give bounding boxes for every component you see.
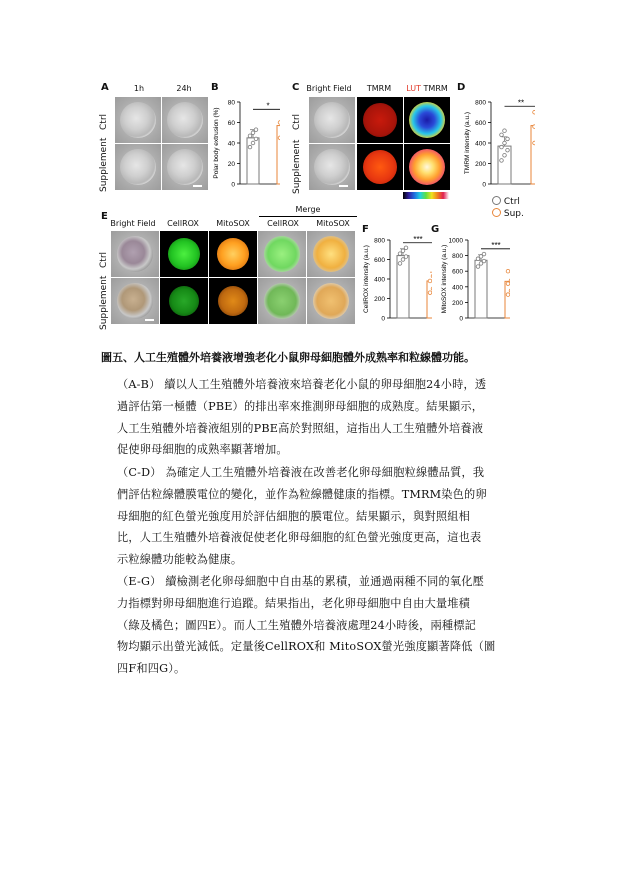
data-point: [503, 154, 507, 158]
paragraph-cd: [117, 462, 487, 571]
data-point: [251, 131, 255, 135]
data-point: [509, 289, 510, 293]
data-point: [503, 141, 507, 145]
data-point: [254, 137, 258, 141]
paragraph-line: 促使卵母細胞的成熟率顯著增加。: [117, 443, 288, 457]
y-tick-label: 400: [475, 140, 486, 148]
paragraph-eg: [117, 571, 495, 680]
merge-bracket: [259, 216, 357, 217]
panel-c-sup-lut-image: [403, 143, 451, 191]
panel-c-col-tmrm: TMRM: [366, 84, 392, 93]
y-tick-label: 600: [452, 268, 463, 276]
panel-e-sup-bf-image: [110, 277, 160, 325]
legend-ctrl: [492, 196, 520, 207]
panel-a-ctrl-1h-image: [114, 96, 162, 144]
y-tick-label: 600: [475, 120, 486, 127]
panel-label-d: D: [457, 82, 466, 93]
y-tick-label: 0: [231, 181, 235, 189]
data-point: [533, 125, 535, 129]
y-tick-label: 1000: [448, 237, 463, 245]
data-point: [251, 141, 255, 145]
panel-a-col-24h: 24h: [176, 84, 192, 93]
panel-c-sup-bf-image: [308, 143, 356, 191]
significance-label: **: [517, 98, 525, 108]
data-point: [509, 279, 510, 283]
bar-sup: [505, 281, 510, 318]
panel-e-ctrl-mitosox-image: [208, 230, 258, 278]
data-point: [506, 293, 510, 297]
panel-e-row-ctrl: Ctrl: [99, 251, 109, 268]
data-point: [506, 269, 510, 273]
panel-e-sup-cellrox-image: [159, 277, 209, 325]
y-tick-label: 60: [227, 120, 235, 127]
data-point: [482, 259, 486, 263]
panel-e-ctrl-bf-image: [110, 230, 160, 278]
panel-a-sup-24h-image: [161, 143, 209, 191]
paragraph-line: （C-D） 為確定人工生殖體外培養液在改善老化卵母細胞粒線體品質，我: [117, 466, 485, 479]
y-tick-label: 200: [475, 161, 486, 168]
y-tick-label: 600: [374, 257, 385, 264]
y-axis-label: CellROX intensity (a.u.): [363, 245, 370, 313]
panel-e-ctrl-merge-mitosox-image: [306, 230, 356, 278]
lut-colorbar: [403, 192, 449, 199]
panel-c-col-brightfield: Bright Field: [306, 84, 352, 93]
panel-e-row-supplement: Supplement: [99, 275, 109, 330]
y-tick-label: 800: [374, 237, 385, 245]
data-point: [398, 252, 402, 256]
y-tick-label: 40: [227, 140, 235, 148]
legend-sup-marker: [492, 208, 501, 217]
significance-label: ***: [413, 234, 423, 244]
y-tick-label: 800: [475, 99, 486, 107]
y-tick-label: 200: [452, 299, 463, 307]
paragraph-line: 四F和四G）。: [117, 662, 186, 676]
y-tick-label: 0: [459, 315, 463, 323]
panel-c-row-ctrl: Ctrl: [292, 113, 302, 130]
panel-e-col-cellrox: CellROX: [167, 219, 199, 228]
lut-tmrm-label: TMRM: [423, 84, 448, 93]
paragraph-line: 過評估第一極體（PBE）的排出率來推測卵母細胞的成熟度。結果顯示，: [117, 399, 484, 413]
y-axis-label: Polar body extrusion (%): [213, 107, 220, 179]
panel-e-ctrl-cellrox-image: [159, 230, 209, 278]
data-point: [248, 145, 252, 149]
panel-label-c: C: [292, 82, 300, 93]
panel-e-merge-col-cellrox: CellROX: [267, 219, 299, 228]
y-axis-label: MitoSOX intensity (a.u.): [441, 244, 448, 314]
paragraph-line: （A-B） 續以人工生殖體外培養液來培養老化小鼠的卵母細胞24小時，透: [117, 378, 487, 391]
panel-e-sup-merge-cellrox-image: [257, 277, 307, 325]
paragraph-line: 物均顯示出螢光減低。定量後CellROX和 MitoSOX螢光強度顯著降低（圖: [117, 640, 496, 654]
paragraph-line: 人工生殖體外培養液組別的PBE高於對照組，這指出人工生殖體外培養液: [117, 421, 484, 435]
y-tick-label: 20: [227, 161, 235, 168]
paragraph-line: （綠及橘色；圖四E）。而人工生殖體外培養液處理24小時後，兩種標記: [117, 618, 477, 632]
paragraph-line: 比，人工生殖體外培養液促使老化卵母細胞的紅色螢光強度更高，這也表: [117, 531, 482, 545]
data-point: [404, 246, 408, 250]
data-point: [503, 129, 507, 133]
data-point: [476, 265, 480, 269]
panel-c-row-supplement: Supplement: [292, 139, 302, 194]
panel-label-f: F: [362, 224, 369, 235]
paragraph-line: 母細胞的紅色螢光強度用於評估細胞的膜電位。結果顯示，與對照組相: [117, 509, 471, 523]
chart-f: [356, 232, 432, 328]
panel-e-col-brightfield: Bright Field: [110, 219, 156, 228]
paragraph-ab: [117, 374, 486, 461]
legend-sup-label: Sup.: [503, 209, 524, 219]
bar-sup: [277, 126, 280, 184]
y-tick-label: 0: [381, 315, 385, 323]
panel-e-sup-merge-mitosox-image: [306, 277, 356, 325]
panel-c-ctrl-tmrm-image: [356, 96, 404, 144]
legend-ctrl-label: Ctrl: [503, 197, 520, 207]
chart-d: [455, 92, 535, 192]
y-tick-label: 200: [374, 296, 385, 303]
panel-e-col-mitosox: MitoSOX: [216, 219, 250, 228]
panel-a-row-ctrl: Ctrl: [99, 113, 109, 130]
y-axis-label: TMRM intensity (a.u.): [464, 111, 471, 175]
y-tick-label: 80: [227, 99, 235, 107]
legend-sup: [492, 208, 524, 219]
chart-g: [428, 232, 510, 328]
data-point: [278, 136, 280, 140]
significance-label: ***: [491, 240, 501, 250]
panel-label-e: E: [101, 211, 108, 222]
data-point: [401, 249, 405, 253]
panel-e-sup-mitosox-image: [208, 277, 258, 325]
panel-label-a: A: [101, 82, 109, 93]
significance-label: *: [266, 101, 270, 111]
data-point: [506, 137, 510, 141]
data-point: [506, 282, 510, 286]
legend-ctrl-marker: [492, 196, 501, 205]
y-tick-label: 400: [452, 284, 463, 292]
data-point: [404, 255, 408, 259]
y-tick-label: 800: [452, 253, 463, 261]
bar-ctrl: [498, 146, 511, 184]
figure: [0, 0, 620, 340]
lut-label: LUT: [406, 84, 421, 93]
data-point: [506, 148, 510, 152]
panel-e-merge-title: Merge: [295, 205, 321, 214]
data-point: [254, 128, 258, 132]
data-point: [398, 262, 402, 266]
data-point: [500, 145, 504, 149]
panel-a-sup-1h-image: [114, 143, 162, 191]
data-point: [482, 252, 486, 256]
bar-sup: [531, 126, 535, 184]
y-tick-label: 0: [482, 181, 486, 189]
panel-e-ctrl-merge-cellrox-image: [257, 230, 307, 278]
data-point: [533, 110, 535, 114]
data-point: [533, 141, 535, 145]
panel-label-b: B: [211, 82, 219, 93]
panel-a-col-1h: 1h: [133, 84, 145, 93]
panel-a-row-supplement: Supplement: [99, 137, 109, 192]
data-point: [278, 121, 280, 125]
y-tick-label: 400: [374, 276, 385, 284]
paragraph-line: （E-G） 續檢測老化卵母細胞中自由基的累積，並通過兩種不同的氧化壓: [117, 575, 485, 588]
data-point: [248, 134, 252, 138]
panel-c-ctrl-bf-image: [308, 96, 356, 144]
panel-c-ctrl-lut-image: [403, 96, 451, 144]
data-point: [401, 258, 405, 262]
data-point: [500, 159, 504, 163]
chart-b: [210, 92, 280, 192]
panel-c-sup-tmrm-image: [356, 143, 404, 191]
data-point: [500, 133, 504, 137]
paragraph-line: 力指標對卵母細胞進行追蹤。結果指出，老化卵母細胞中自由大量堆積: [117, 596, 471, 610]
paragraph-line: 們評估粒線體膜電位的變化，並作為粒線體健康的指標。TMRM染色的卵: [117, 487, 487, 501]
figure-caption: 圖五、人工生殖體外培養液增強老化小鼠卵母細胞體外成熟率和粒線體功能。: [101, 351, 475, 364]
bar-ctrl: [475, 260, 487, 318]
panel-e-merge-col-mitosox: MitoSOX: [316, 219, 350, 228]
panel-a-ctrl-24h-image: [161, 96, 209, 144]
paragraph-line: 示粒線體功能較為健康。: [117, 553, 243, 567]
panel-label-g: G: [431, 224, 440, 235]
panel-c-col-lut-tmrm: [402, 84, 452, 93]
